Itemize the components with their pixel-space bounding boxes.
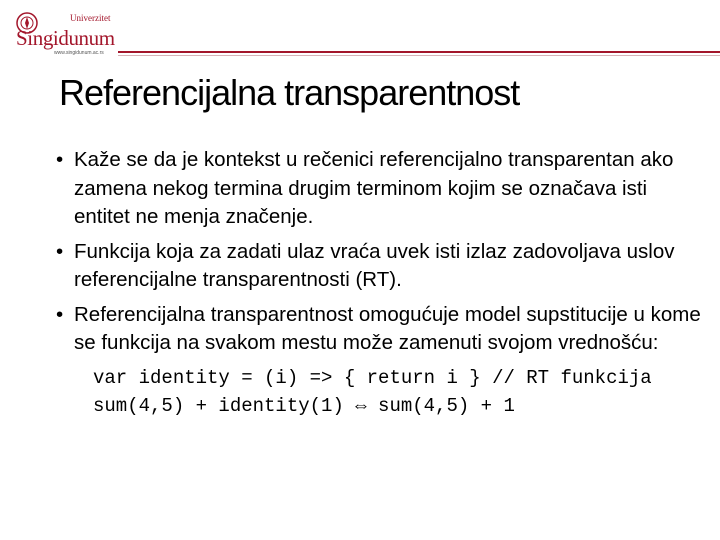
bullet-text: Funkcija koja za zadati ulaz vraća uvek isti izlaz zadovoljava uslov referencijalne transparentnosti (RT).: [74, 239, 675, 291]
code-block: [93, 364, 706, 420]
code-line: sum(4,5) + identity(1) ⇔ sum(4,5) + 1: [93, 394, 515, 417]
bullet-marker: •: [56, 302, 64, 326]
bullet-item: [56, 238, 706, 295]
logo-url: www.singidunum.ac.rs: [54, 50, 104, 56]
university-logo: [12, 10, 118, 56]
bullet-text: Referencijalna transparentnost omogućuje model supstitucije u kome se funkcija na svakom mestu može zamenuti svojom vrednošću:: [74, 302, 701, 354]
header-divider-light: [118, 55, 720, 56]
header-bar: [0, 0, 720, 62]
code-line: var identity = (i) => { return i } // RT funkcija: [93, 366, 652, 389]
logo-name: Singidunum: [16, 26, 115, 50]
bullet-item: [56, 146, 706, 232]
slide-title: Referencijalna transparentnost: [59, 72, 520, 113]
bullet-item: [56, 301, 706, 358]
bullet-text: Kaže se da je kontekst u rečenici referencijalno transparentan ako zamena nekog termina drugim terminom kojim se označava isti entitet ne menja značenje.: [74, 148, 674, 228]
header-divider: [118, 51, 720, 53]
bullet-marker: •: [56, 148, 64, 171]
bullet-marker: •: [56, 239, 64, 263]
slide-body: [56, 146, 706, 420]
logo-prefix: Univerzitet: [70, 13, 111, 23]
